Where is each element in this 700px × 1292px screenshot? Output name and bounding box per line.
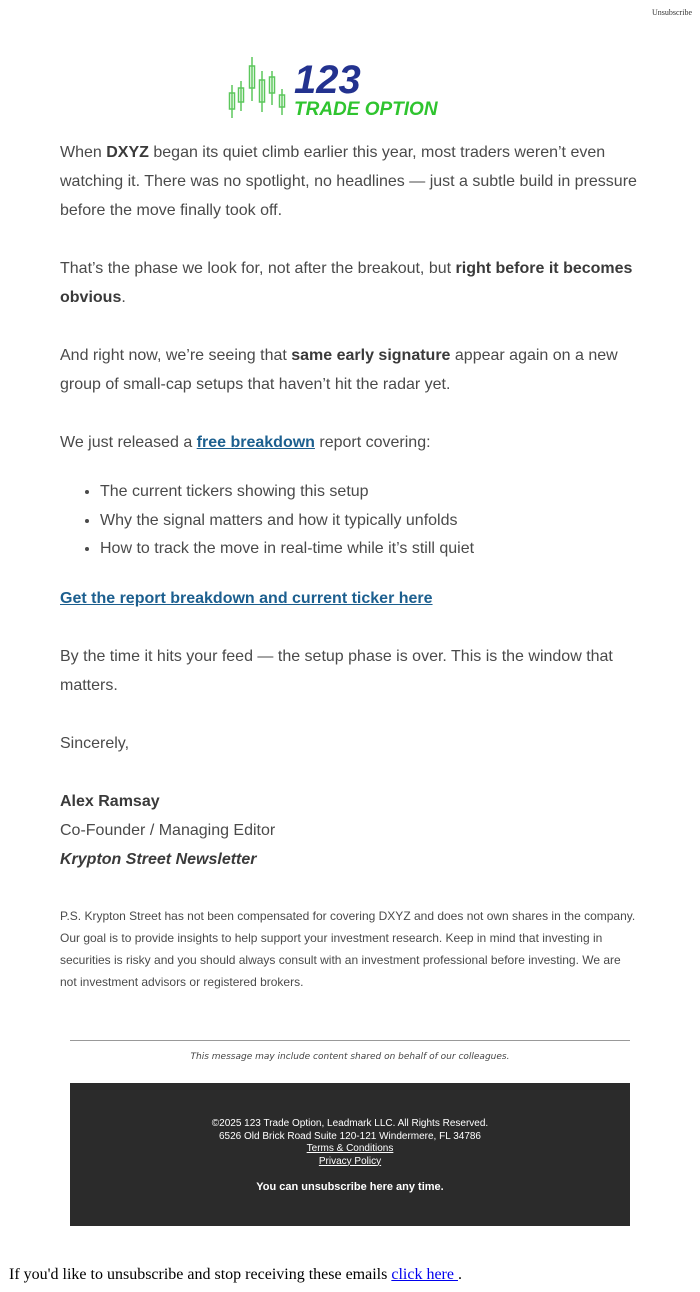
unsubscribe-link-top[interactable]: Unsubscribe [652,8,692,17]
footer [70,1083,630,1226]
signature-title: Co-Founder / Managing Editor [60,821,276,839]
logo [228,55,478,123]
signature-name: Alex Ramsay [60,792,160,810]
list-item: • Why the signal matters and how it typically unfolds [100,507,640,536]
divider [70,1040,630,1041]
ps-disclaimer: P.S. Krypton Street has not been compensated for covering DXYZ and does not own shares in the company. Our goal is to provide insights to help support your investment research. Keep in mind that investing in securities is risky and you should always consult with an investment professional before investing. We are not investment advisors or registered brokers. [60,908,636,989]
click-here-link[interactable]: click here [391,1266,458,1283]
email-body [60,138,640,1022]
signature [60,787,640,874]
closing: Sincerely, [60,734,130,752]
logo-name: TRADE OPTION [294,99,438,120]
free-breakdown-link[interactable]: free breakdown [196,434,315,451]
footer-unsubscribe[interactable]: You can unsubscribe here any time. [256,1181,444,1193]
footer-copyright: ©2025 123 Trade Option, Leadmark LLC. All Rights Reserved. [211,1118,489,1129]
paragraph-report: We just released a free breakdown report covering: [60,434,431,451]
colleagues-note: This message may include content shared on behalf of our colleagues. [190,1052,510,1062]
report-bullets [60,478,640,564]
footer-address: 6526 Old Brick Road Suite 120-121 Windermere, FL 34786 [219,1130,481,1142]
paragraph-window: By the time it hits your feed — the setup phase is over. This is the window that matters. [60,647,613,694]
list-item: • How to track the move in real-time while it’s still quiet [100,535,640,564]
list-item: • The current tickers showing this setup [100,478,640,507]
privacy-link[interactable]: Privacy Policy [318,1155,382,1167]
paragraph-intro: When DXYZ began its quiet climb earlier this year, most traders weren’t even watching it. There was no spotlight, no headlines — just a subtle build in pressure before the move finally took off. [60,144,637,219]
get-report-link[interactable]: Get the report breakdown and current ticker here [60,589,433,607]
logo-number: 123 [294,58,361,102]
signature-publication: Krypton Street Newsletter [60,850,257,868]
terms-link[interactable]: Terms & Conditions [306,1143,394,1154]
paragraph-signature: And right now, we’re seeing that same early signature appear again on a new group of small-cap setups that haven’t hit the radar yet. [60,347,618,393]
candlestick-icon [230,57,285,118]
bottom-unsubscribe: If you'd like to unsubscribe and stop receiving these emails click here . [9,1266,462,1283]
paragraph-phase: That’s the phase we look for, not after the breakout, but right before it becomes obvious. [60,260,633,306]
